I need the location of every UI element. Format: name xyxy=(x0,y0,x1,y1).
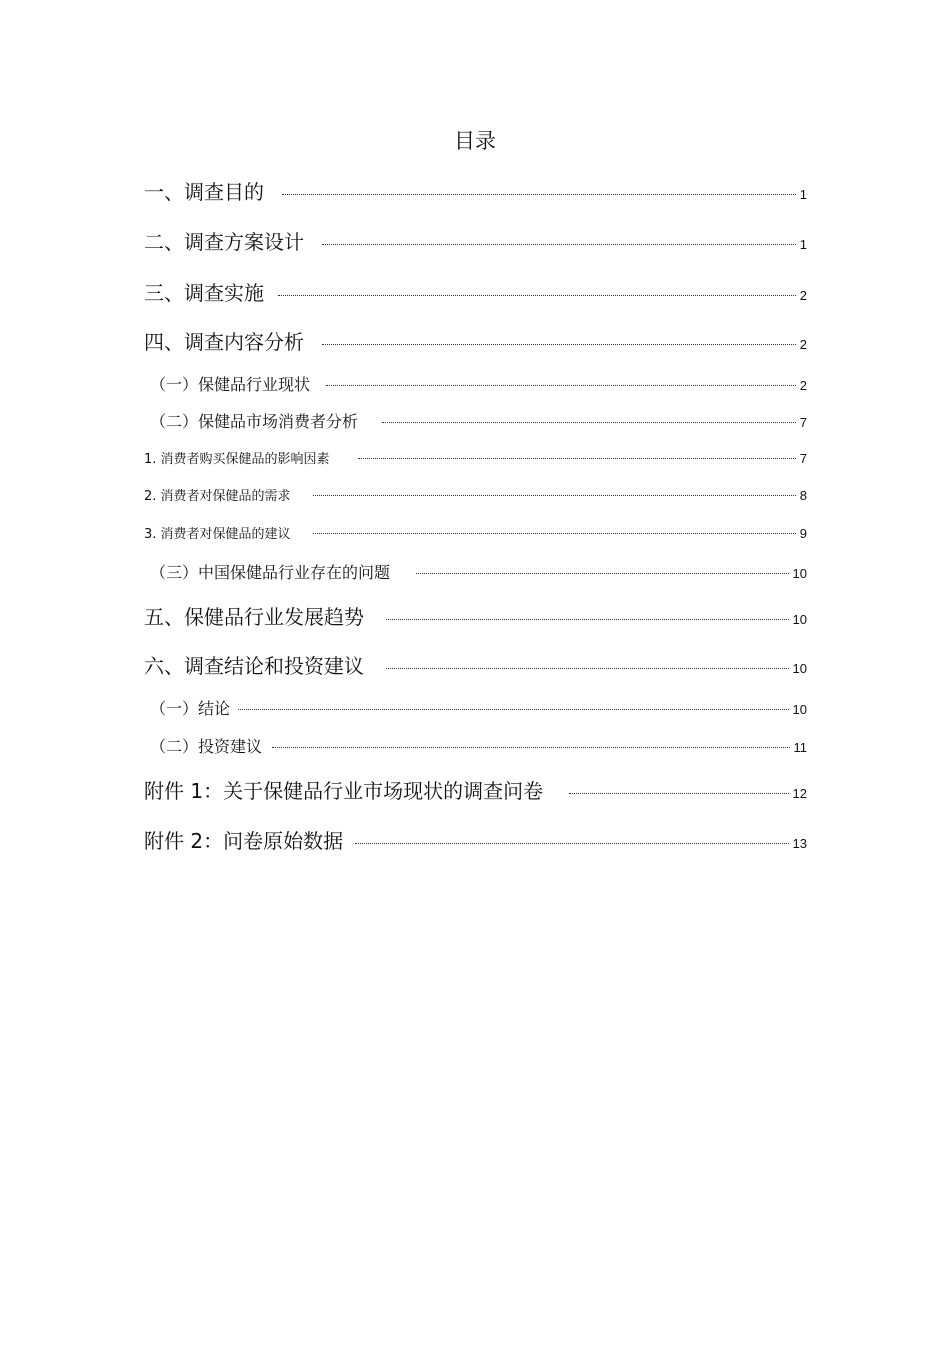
toc-label: 四、调查内容分析 xyxy=(144,330,304,354)
toc-page-number: 2 xyxy=(799,378,807,393)
toc-page-number: 7 xyxy=(799,415,807,430)
toc-title: 目录 xyxy=(454,129,496,153)
toc-entry-5[interactable] xyxy=(150,373,807,398)
toc-page-number: 2 xyxy=(799,288,807,303)
dot-leader xyxy=(326,385,796,386)
dot-leader xyxy=(313,533,796,534)
dot-leader xyxy=(313,495,796,496)
toc-label: 五、保健品行业发展趋势 xyxy=(144,605,364,629)
toc-page-number: 7 xyxy=(799,451,807,466)
toc-label: 1. 消费者购买保健品的影响因素 xyxy=(144,452,330,467)
dot-leader xyxy=(386,619,789,620)
dot-leader xyxy=(272,747,789,748)
toc-label: 2. 消费者对保健品的需求 xyxy=(144,489,291,504)
toc-label: 二、调查方案设计 xyxy=(144,230,304,254)
toc-entry-7[interactable] xyxy=(144,449,807,470)
dot-leader xyxy=(569,793,788,794)
dot-leader xyxy=(358,458,796,459)
toc-label: （一）保健品行业现状 xyxy=(150,375,311,394)
toc-page-number: 10 xyxy=(792,566,807,581)
dot-leader xyxy=(382,422,796,423)
toc-label: 附件 2：问卷原始数据 xyxy=(144,829,344,853)
toc-entry-1[interactable] xyxy=(144,177,807,210)
toc-page-number: 12 xyxy=(792,786,807,801)
dot-leader xyxy=(322,244,796,245)
toc-page-number: 2 xyxy=(799,337,807,352)
dot-leader xyxy=(355,843,788,844)
dot-leader xyxy=(322,344,796,345)
toc-entry-6[interactable] xyxy=(150,410,807,435)
toc-entry-11[interactable] xyxy=(144,602,807,635)
dot-leader xyxy=(238,709,789,710)
toc-entry-15[interactable] xyxy=(144,776,807,809)
toc-page-number: 1 xyxy=(799,187,807,202)
toc-label: （三）中国保健品行业存在的问题 xyxy=(150,563,391,582)
toc-entry-16[interactable] xyxy=(144,826,807,859)
toc-page-number: 13 xyxy=(792,836,807,851)
toc-label: （二）保健品市场消费者分析 xyxy=(150,412,359,431)
toc-label: 六、调查结论和投资建议 xyxy=(144,654,364,678)
toc-label: （一）结论 xyxy=(150,699,231,718)
toc-entry-4[interactable] xyxy=(144,327,807,360)
toc-page-number: 9 xyxy=(799,526,807,541)
toc-label: 一、调查目的 xyxy=(144,180,264,204)
toc-entry-12[interactable] xyxy=(144,651,807,684)
toc-entry-2[interactable] xyxy=(144,227,807,260)
toc-entry-3[interactable] xyxy=(144,278,807,311)
dot-leader xyxy=(282,194,796,195)
toc-entry-9[interactable] xyxy=(144,524,807,545)
toc-label: （二）投资建议 xyxy=(150,737,263,756)
toc-page-number: 8 xyxy=(799,488,807,503)
toc-page-number: 10 xyxy=(792,702,807,717)
toc-page-number: 10 xyxy=(792,661,807,676)
dot-leader xyxy=(278,295,796,296)
toc-entry-13[interactable] xyxy=(150,697,807,722)
toc-label: 附件 1：关于保健品行业市场现状的调查问卷 xyxy=(144,779,544,803)
toc-entry-14[interactable] xyxy=(150,735,807,760)
dot-leader xyxy=(416,573,789,574)
toc-label: 3. 消费者对保健品的建议 xyxy=(144,527,291,542)
toc-page-number: 10 xyxy=(792,612,807,627)
toc-entry-10[interactable] xyxy=(150,561,807,586)
toc-page-number: 1 xyxy=(799,237,807,252)
dot-leader xyxy=(386,668,789,669)
toc-entry-8[interactable] xyxy=(144,486,807,507)
toc-page-number: 11 xyxy=(793,740,807,755)
toc-label: 三、调查实施 xyxy=(144,281,264,305)
